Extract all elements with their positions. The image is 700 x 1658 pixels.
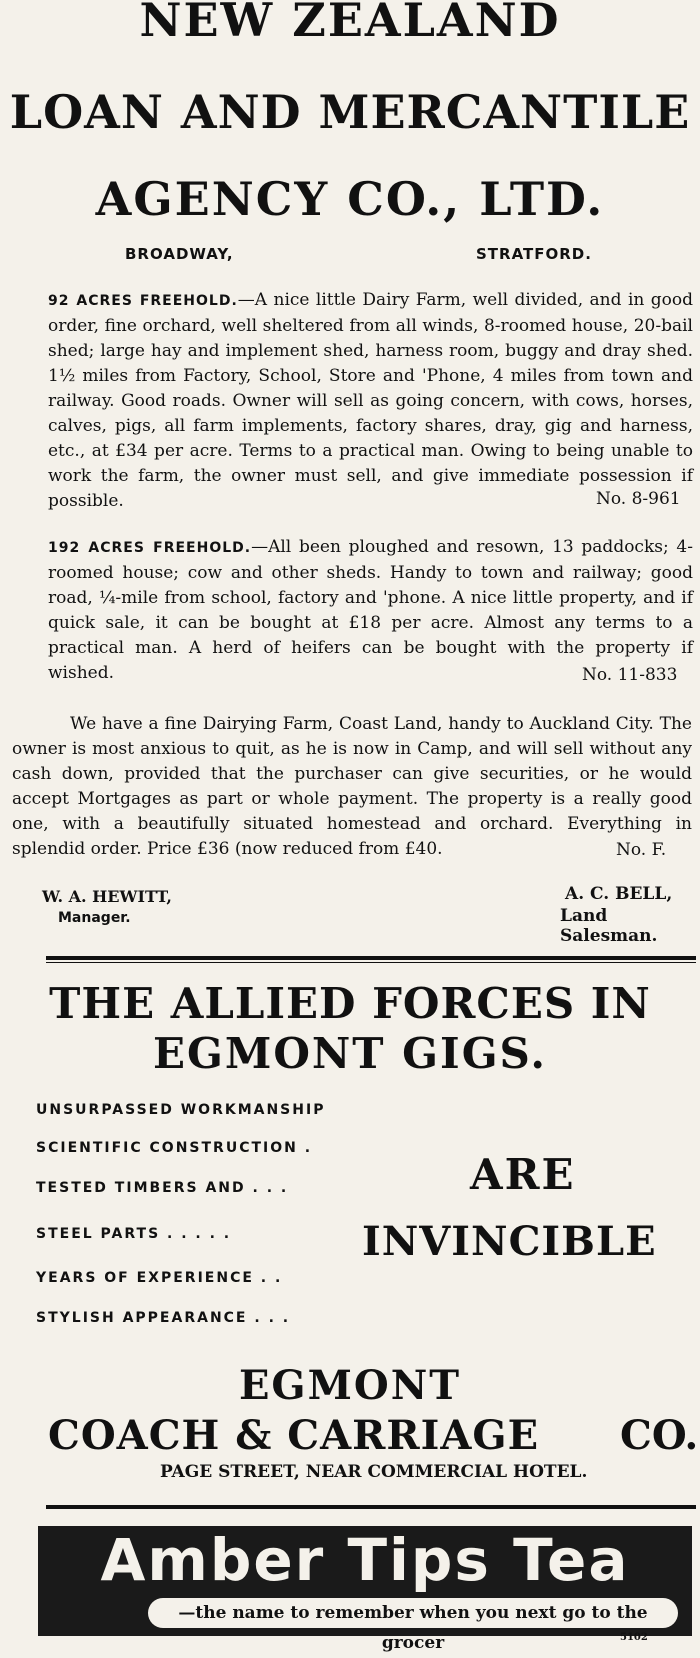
footer-code: 5102 <box>620 1632 648 1643</box>
company-name-co: CO. <box>620 1412 699 1459</box>
company-name-line-2: COACH & CARRIAGE <box>48 1412 540 1459</box>
egmont-headline-2: EGMONT GIGS. <box>152 1029 548 1078</box>
signature-salesman-title: Land Salesman. <box>560 906 658 946</box>
tea-brand-title: Amber Tips Tea <box>100 1526 630 1594</box>
feature-line: YEARS OF EXPERIENCE . . <box>36 1270 283 1286</box>
company-address: PAGE STREET, NEAR COMMERCIAL HOTEL. <box>160 1462 588 1482</box>
feature-line: STEEL PARTS . . . . . <box>36 1226 232 1242</box>
header-line-3: AGENCY CO., LTD. <box>95 172 605 226</box>
feature-line: TESTED TIMBERS AND . . . <box>36 1180 289 1196</box>
header-line-1: NEW ZEALAND <box>139 0 561 47</box>
claim-are: ARE <box>470 1150 576 1199</box>
signature-manager-name: W. A. HEWITT, <box>42 887 172 906</box>
divider-rule-thick <box>46 956 696 960</box>
divider-rule-2 <box>46 1505 696 1509</box>
claim-invincible: INVINCIBLE <box>362 1218 657 1265</box>
listing-3-ref: No. F. <box>616 840 667 860</box>
egmont-headline-1: THE ALLIED FORCES IN <box>49 979 651 1028</box>
listing-2 <box>48 535 693 686</box>
listing-2-lead: 192 ACRES FREEHOLD. <box>48 540 252 556</box>
signature-salesman-name: A. C. BELL, <box>565 884 673 904</box>
listing-1 <box>48 288 693 514</box>
feature-line: STYLISH APPEARANCE . . . <box>36 1310 291 1326</box>
listing-1-body: —A nice little Dairy Farm, well divided, and in good order, fine orchard, well sheltered from all winds, 8-roomed house, 20-bail shed; large hay and implement shed, harness room, buggy and dray shed. 1½ miles from Factory, School, Store and 'Phone, 4 miles from town and railway. Good roads. Owner will sell as going concern, with cows, horses, calves, pigs, all farm implements, factory shares, dray, gig and harness, etc., at £34 per acre. Terms to a practical man. Owing to being unable to work the farm, the owner must sell, and give immediate possession if possible. <box>48 290 693 511</box>
company-name-line-1: EGMONT <box>238 1362 462 1409</box>
listing-3-body: We have a fine Dairying Farm, Coast Land, handy to Auckland City. The owner is most anxious to quit, as he is now in Camp, and will sell without any cash down, provided that the purchaser can give securities, or he would accept Mortgages as part or whole payment. The property is a really good one, with a beautifully situated homestead and orchard. Everything in splendid order. Price £36 (now reduced from £40. <box>12 714 692 859</box>
listing-3 <box>12 712 692 862</box>
listing-1-lead: 92 ACRES FREEHOLD. <box>48 293 238 309</box>
address-right: STRATFORD. <box>476 245 592 263</box>
signature-manager-title: Manager. <box>58 910 131 926</box>
listing-2-ref: No. 11-833 <box>582 665 678 685</box>
divider-rule-thin <box>46 962 696 963</box>
feature-line: SCIENTIFIC CONSTRUCTION . <box>36 1140 313 1156</box>
feature-line: UNSURPASSED WORKMANSHIP <box>36 1102 326 1118</box>
tea-tagline: —the name to remember when you next go to the grocer <box>148 1598 678 1628</box>
header-line-2: LOAN AND MERCANTILE <box>9 85 691 139</box>
listing-2-body: —All been ploughed and resown, 13 paddocks; 4-roomed house; cow and other sheds. Handy to town and railway; good road, ¼-mile from school, factory and 'phone. A nice little property, and if quick sale, it can be bought at £18 per acre. Almost any terms to a practical man. A herd of heifers can be bought with the property if wished. <box>48 537 693 683</box>
listing-1-ref: No. 8-961 <box>596 489 681 509</box>
address-left: BROADWAY, <box>125 245 234 263</box>
